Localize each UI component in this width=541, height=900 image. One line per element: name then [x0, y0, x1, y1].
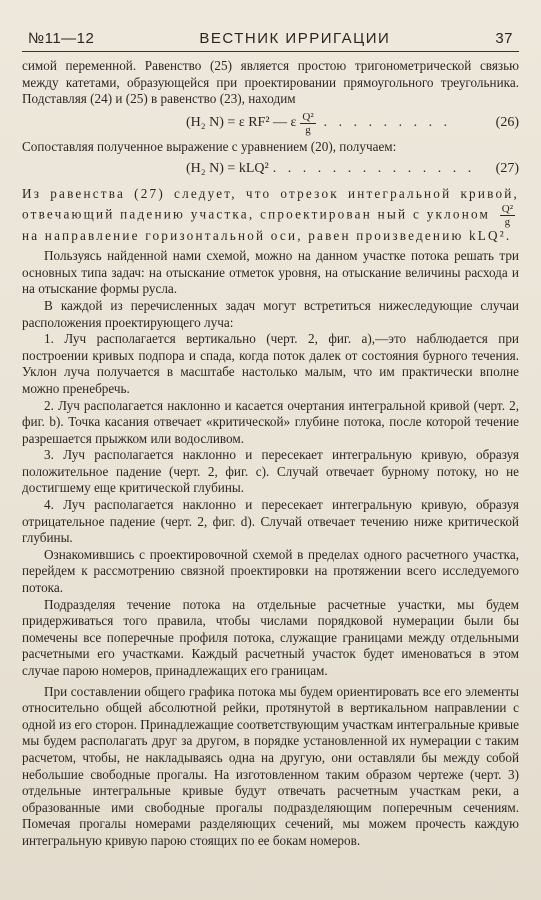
paragraph: В каждой из перечисленных задач могут встретиться нижеследующие случаи расположения проектирующего луча:: [22, 297, 519, 330]
journal-title: ВЕСТНИК ИРРИГАЦИИ: [199, 30, 391, 47]
equation-label: (26): [495, 114, 519, 130]
paragraph: симой переменной. Равенство (25) является простою тригонометрической связью между катетами, образующейся при проектировании прямоугольного треугольника. Подставляя (24) и (25) в равенство (23), находим: [22, 58, 519, 107]
fraction-denominator: g: [504, 215, 511, 228]
page-number: 37: [495, 30, 513, 47]
spaced-paragraph: Из равенства (27) следует, что отрезок интегральной кривой, отвечающий падению участка, спроектирован ный с уклоном $\frac{\text{Q²}}{g}$ на направление горизонтальной оси, равен произведению kLQ².: [22, 185, 519, 243]
fraction: [500, 203, 515, 228]
paragraph: Сопоставляя полученное выражение с уравнением (20), получаем:: [22, 138, 397, 154]
list-item: 4. Луч располагается наклонно и пересекает интегральную кривую, образуя отрицательное падение (черт. 2, фиг. d). Случай отвечает течению ниже критической глубины.: [22, 497, 519, 546]
equation-label: (27): [495, 161, 519, 177]
paragraph: При составлении общего графика потока мы будем ориентировать все его элементы относительно общей абсолютной рейки, протянутой в вертикальном направлении с одной из его сторон. Принадлежащие соответствующим участкам интегральные кривые мы будем располагать друг за другом, в порядке установленной их нумерации с таким расчетом, чтобы, не накладываясь одна на другую, они оставляли бы между собой небольшие свободные прогалы. На изготовленном таким образом чертеже (черт. 3) отдельные интегральные кривые будут отвечать расчетным участкам реки, а образованные ими свободные прогалы подразделяющим поперечным сечениям. Помечая прогалы номерами разделяющих сечений, мы можем прочесть каждую интегральную кривую парою стоящих по ее бокам номеров.: [22, 683, 519, 848]
equation-27: [22, 161, 519, 178]
fraction: [300, 111, 315, 136]
paragraph: Ознакомившись с проектировочной схемой в пределах одного расчетного участка, перейдем к рассмотрению связной проектировки на протяжении всего исследуемого потока.: [22, 546, 519, 596]
equation-26: [22, 111, 519, 136]
leader-dots: . . . . . . . . . . . . . .: [272, 161, 476, 177]
paragraph: Подразделяя течение потока на отдельные расчетные участки, мы будем придерживаться того правила, чтобы числами порядковой нумерации были бы помечены все поперечные профиля потока, служащие границами между отдельными расчетными его участками. Каждый расчетный участок будет именоваться в этом случае парою номеров, принадлежащих его границам.: [22, 596, 519, 678]
page-header: [22, 30, 519, 52]
article-body: [22, 58, 519, 850]
fraction-numerator: Q²: [501, 202, 513, 215]
list-item: 1. Луч располагается вертикально (черт. 2, фиг. a),—это наблюдается при построении кривых подпора и спада, когда поток далек от состояния бурного течения. Уклон луча получается в масштабе настолько малым, что им практически вполне можно пренебречь.: [22, 331, 519, 396]
list-item: 3. Луч располагается наклонно и пересекает интегральную кривую, образуя положительное падение (черт. 2, фиг. c). Случай отвечает бурному потоку, но не достигшему еще критической глубины.: [22, 447, 519, 496]
fraction-denominator: g: [305, 123, 311, 136]
list-item: 2. Луч располагается наклонно и касается очертания интегральной кривой (черт. 2, фиг. b). Точка касания отвечает «критической» глубине потока, после которой течение разрешается прыжком или водосливом.: [22, 397, 519, 446]
issue-number: №11—12: [28, 30, 95, 47]
paragraph: Пользуясь найденной нами схемой, можно на данном участке потока решать три основных типа задач: на отыскание отметок уровня, на отыскание величины расхода и на отыскание формы русла.: [22, 248, 519, 297]
leader-dots: . . . . . . . . .: [323, 114, 452, 130]
equation-lhs: (H₂ N) = ε RF² — ε: [186, 114, 297, 130]
equation-lhs: (H₂ N) = kLQ²: [186, 161, 269, 177]
fraction-numerator: Q²: [302, 110, 314, 123]
